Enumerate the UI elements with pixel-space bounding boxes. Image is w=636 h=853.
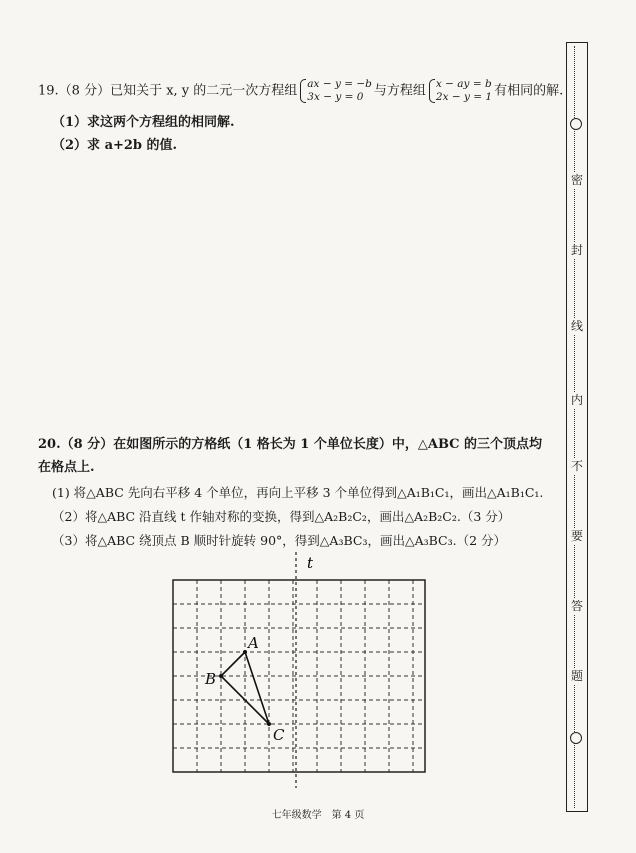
sys1-eq2: 3x − y = 0 bbox=[307, 91, 364, 103]
grid-figure bbox=[160, 550, 460, 790]
vertex-b bbox=[219, 674, 223, 678]
seal-char-7: 答 bbox=[568, 598, 586, 614]
label-a: A bbox=[248, 634, 259, 652]
vertex-c bbox=[267, 722, 271, 726]
q20-part1: (1) 将△ABC 先向右平移 4 个单位，再向上平移 3 个单位得到△A₁B₁C₁，画出△A₁B₁C₁. bbox=[52, 485, 544, 500]
seal-char-1: 密 bbox=[568, 172, 586, 188]
q19-stem-a: 已知关于 x, y 的二元一次方程组 bbox=[110, 83, 298, 99]
label-b: B bbox=[205, 670, 217, 688]
q20-part3: （3）将△ABC 绕顶点 B 顺时针旋转 90°，得到△A₃BC₃，画出△A₃BC₃.（2 分） bbox=[52, 533, 506, 548]
seal-circle-bottom bbox=[570, 732, 582, 744]
equation-system-1 bbox=[299, 78, 372, 104]
q19-stem bbox=[38, 78, 563, 104]
label-c: C bbox=[273, 726, 285, 744]
q20-part2: （2）将△ABC 沿直线 t 作轴对称的变换，得到△A₂B₂C₂，画出△A₂B₂C₂.（3 分） bbox=[52, 509, 511, 524]
footer-page: 第 4 页 bbox=[331, 810, 365, 821]
seal-circle-top bbox=[570, 118, 582, 130]
seal-char-6: 要 bbox=[568, 528, 586, 544]
vertex-a bbox=[243, 650, 247, 654]
seal-char-3: 线 bbox=[568, 318, 586, 334]
footer-subject: 七年级数学 bbox=[271, 810, 322, 821]
seal-char-4: 内 bbox=[568, 392, 586, 408]
sys2-eq1: x − ay = b bbox=[435, 78, 492, 90]
seal-char-8: 题 bbox=[568, 668, 586, 684]
seal-char-5: 不 bbox=[568, 458, 586, 474]
sys1-eq1: ax − y = −b bbox=[307, 78, 372, 90]
page-footer bbox=[0, 806, 636, 821]
sys2-eq2: 2x − y = 1 bbox=[435, 91, 493, 103]
q20-line2: 在格点上. bbox=[38, 460, 95, 475]
q19-number: 19.（8 分） bbox=[38, 83, 111, 99]
seal-char-2: 封 bbox=[568, 242, 586, 258]
equation-system-2 bbox=[428, 78, 492, 104]
q20-line1: 20.（8 分）在如图所示的方格纸（1 格长为 1 个单位长度）中，△ABC 的三个顶点均 bbox=[38, 437, 543, 452]
axis-label-t: t bbox=[307, 554, 314, 572]
q19-stem-c: 有相同的解. bbox=[494, 83, 564, 99]
q19-stem-b: 与方程组 bbox=[373, 83, 426, 99]
q19-part2: （2）求 a+2b 的值. bbox=[52, 138, 178, 153]
seal-dotted-line bbox=[574, 46, 581, 808]
q19-part1: （1）求这两个方程组的相同解. bbox=[52, 115, 235, 130]
